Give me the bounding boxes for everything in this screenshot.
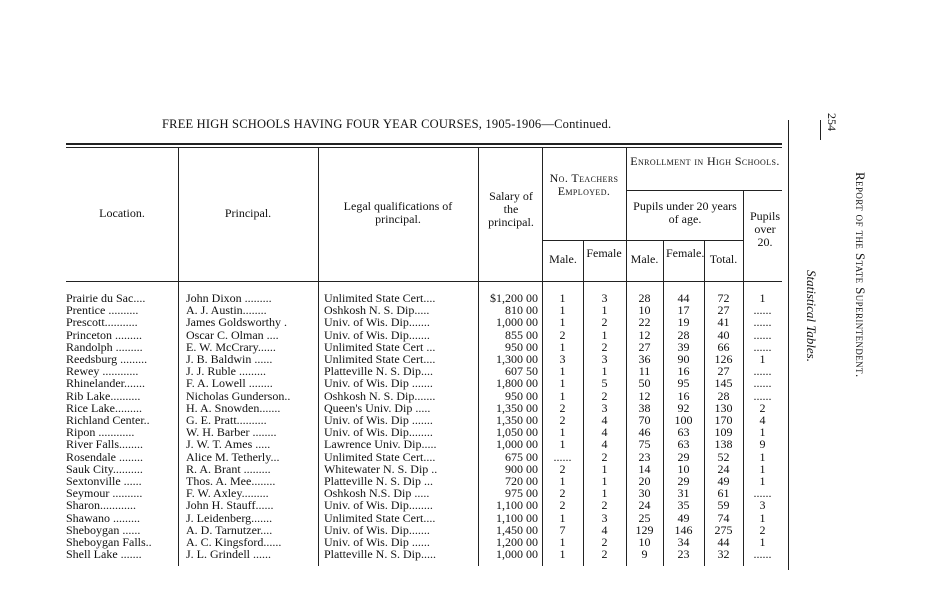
enrollment-sub-rule (626, 190, 782, 191)
header-over-20: Pupils over 20. (750, 209, 781, 249)
cell-enrollment-female: 29 (677, 449, 690, 464)
cell-over-20: 1 (759, 449, 766, 464)
cell-enrollment-male: 22 (638, 315, 651, 330)
cell-over-20: ...... (753, 388, 772, 403)
cell-over-20: ...... (753, 327, 772, 342)
cell-salary: 675 00 (505, 449, 538, 464)
cell-enrollment-male: 27 (638, 339, 651, 354)
cell-qualification: Unlimited State Cert.... (324, 291, 436, 305)
cell-location: Rhinelander....... (66, 376, 145, 391)
cell-enrollment-female: 63 (677, 425, 690, 440)
cell-location: Rib Lake.......... (66, 388, 141, 403)
cell-enrollment-female: 23 (677, 547, 690, 562)
page-edge-line (820, 120, 821, 140)
cell-location: Shawano ......... (66, 510, 140, 525)
header-teachers-female: Female (586, 246, 622, 260)
cell-qualification: Oshkosh N. S. Dip..... (324, 303, 430, 318)
cell-location: Rice Lake......... (66, 400, 142, 415)
cell-enrollment-male: 75 (638, 437, 651, 452)
cell-enrollment-female: 95 (677, 376, 690, 391)
cell-principal: James Goldsworthy . (186, 315, 287, 330)
cell-location: Sextonville ...... (66, 474, 142, 488)
cell-teachers-male: 1 (559, 388, 566, 403)
cell-teachers-female: 2 (601, 388, 608, 403)
cell-enrollment-female: 90 (677, 352, 690, 366)
cell-teachers-male: 1 (559, 510, 566, 525)
header-legal-qualifications: Legal qualifications of principal. (343, 199, 453, 226)
cell-teachers-male: 2 (559, 461, 566, 476)
cell-total: 130 (714, 400, 733, 415)
side-note: Statistical Tables. (804, 270, 819, 362)
cell-location: Rosendale ........ (66, 449, 143, 464)
cell-over-20: 1 (759, 291, 766, 305)
cell-over-20: 1 (759, 510, 766, 525)
cell-total: 145 (714, 376, 733, 391)
header-location: Location. (99, 206, 145, 220)
cell-total: 49 (717, 474, 730, 488)
header-enrollment-male: Male. (630, 252, 659, 266)
cell-enrollment-female: 17 (677, 303, 690, 318)
cell-teachers-female: 1 (601, 486, 608, 501)
cell-principal: A. J. Austin........ (186, 303, 267, 318)
cell-enrollment-female: 31 (677, 486, 690, 501)
cell-principal: W. H. Barber ........ (186, 425, 277, 440)
cell-enrollment-male: 70 (638, 413, 651, 427)
cell-qualification: Queen's Univ. Dip ..... (324, 400, 431, 415)
teachers-sub-rule (542, 240, 626, 241)
cell-principal: J. L. Grindell ...... (186, 547, 271, 562)
cell-qualification: Whitewater N. S. Dip .. (324, 461, 438, 476)
cell-qualification: Univ. of Wis. Dip........ (324, 498, 433, 513)
cell-location: River Falls........ (66, 437, 143, 452)
top-rule-thin (66, 147, 782, 148)
header-salary: Salary of the principal. (488, 189, 534, 229)
cell-salary: 810 00 (505, 303, 538, 318)
header-teachers-employed: No. Teachers Employed. (549, 171, 619, 198)
cell-principal: R. A. Brant ......... (186, 461, 271, 476)
cell-enrollment-female: 19 (677, 315, 690, 330)
cell-teachers-female: 1 (601, 461, 608, 476)
cell-teachers-female: 4 (601, 522, 608, 537)
cell-location: Reedsburg ......... (66, 352, 148, 366)
cell-salary: 855 00 (505, 327, 538, 342)
cell-total: 41 (717, 315, 730, 330)
cell-salary: 1,000 00 (496, 437, 538, 452)
cell-location: Shell Lake ....... (66, 547, 142, 562)
cell-location: Prairie du Sac.... (66, 291, 146, 305)
cell-qualification: Univ. of Wis. Dip ....... (324, 376, 433, 391)
cell-enrollment-male: 46 (638, 425, 651, 440)
cell-enrollment-male: 20 (638, 474, 651, 488)
cell-teachers-male: 1 (559, 437, 566, 452)
cell-qualification: Univ. of Wis. Dip....... (324, 327, 430, 342)
table-title: FREE HIGH SCHOOLS HAVING FOUR YEAR COURSES, 1905-1906—Continued. (162, 117, 612, 131)
header-bottom-rule (66, 281, 782, 282)
header-total: Total. (709, 252, 738, 266)
cell-total: 72 (717, 291, 730, 305)
cell-over-20: 2 (759, 522, 766, 537)
cell-teachers-female: 2 (601, 339, 608, 354)
cell-enrollment-male: 12 (638, 388, 651, 403)
cell-teachers-female: 2 (601, 547, 608, 562)
cell-salary: 1,000 00 (496, 547, 538, 562)
cell-enrollment-female: 92 (677, 400, 690, 415)
cell-over-20: 1 (759, 535, 766, 549)
cell-qualification: Univ. of Wis. Dip ....... (324, 413, 433, 427)
cell-total: 109 (714, 425, 733, 440)
cell-teachers-male: 1 (559, 376, 566, 391)
cell-teachers-male: 7 (559, 522, 566, 537)
cell-enrollment-male: 9 (641, 547, 648, 562)
cell-enrollment-male: 38 (638, 400, 651, 415)
cell-over-20: ...... (753, 303, 772, 318)
cell-principal: Nicholas Gunderson.. (186, 388, 291, 403)
cell-enrollment-female: 16 (677, 388, 690, 403)
cell-qualification: Platteville N. S. Dip.... (324, 364, 433, 379)
cell-salary: 1,350 00 (496, 413, 538, 427)
cell-over-20: ...... (753, 339, 772, 354)
cell-total: 170 (714, 413, 733, 427)
cell-qualification: Lawrence Univ. Dip..... (324, 437, 437, 452)
cell-enrollment-female: 34 (677, 535, 690, 549)
cell-principal: F. W. Axley......... (186, 486, 269, 501)
cell-enrollment-female: 39 (677, 339, 690, 354)
cell-over-20: ...... (753, 315, 772, 330)
cell-qualification: Univ. of Wis. Dip....... (324, 315, 430, 330)
cell-salary: 950 00 (505, 388, 538, 403)
cell-enrollment-male: 28 (638, 291, 651, 305)
cell-salary: 1,000 00 (496, 315, 538, 330)
cell-teachers-female: 3 (601, 352, 608, 366)
header-enrollment: Enrollment in High Schools. (630, 154, 780, 168)
cell-over-20: ...... (753, 547, 772, 562)
cell-qualification: Univ. of Wis. Dip....... (324, 522, 430, 537)
cell-principal: E. W. McCrary...... (186, 339, 276, 354)
cell-enrollment-male: 50 (638, 376, 651, 391)
header-teachers-male: Male. (549, 252, 577, 266)
cell-salary: 720 00 (505, 474, 538, 488)
cell-teachers-female: 4 (601, 413, 608, 427)
cell-principal: Oscar C. Olman .... (186, 327, 279, 342)
header-principal: Principal. (224, 206, 272, 220)
cell-total: 59 (717, 498, 730, 513)
cell-principal: Thos. A. Mee........ (186, 474, 276, 488)
cell-qualification: Unlimited State Cert.... (324, 449, 436, 464)
cell-total: 27 (717, 303, 730, 318)
cell-total: 74 (717, 510, 730, 525)
cell-over-20: 4 (759, 413, 766, 427)
cell-teachers-female: 1 (601, 327, 608, 342)
cell-teachers-female: 2 (601, 315, 608, 330)
header-enrollment-female: Female. (666, 246, 705, 260)
cell-total: 27 (717, 364, 730, 379)
cell-qualification: Platteville N. S. Dip ... (324, 474, 433, 488)
cell-teachers-male: 1 (559, 547, 566, 562)
cell-enrollment-male: 30 (638, 486, 651, 501)
cell-enrollment-female: 16 (677, 364, 690, 379)
cell-enrollment-female: 100 (674, 413, 693, 427)
cell-total: 32 (717, 547, 730, 562)
running-head: Report of the State Superintendent. (853, 172, 868, 378)
cell-teachers-male: 1 (559, 535, 566, 549)
cell-enrollment-female: 28 (677, 327, 690, 342)
cell-principal: G. E. Pratt.......... (186, 413, 267, 427)
cell-total: 24 (717, 461, 730, 476)
cell-principal: J. Leidenberg....... (186, 510, 273, 525)
cell-salary: 1,800 00 (496, 376, 538, 391)
header-under-20: Pupils under 20 years of age. (633, 199, 737, 226)
cell-total: 275 (714, 522, 733, 537)
cell-teachers-female: 3 (601, 291, 608, 305)
cell-salary: 607 50 (505, 364, 538, 379)
cell-teachers-female: 2 (601, 535, 608, 549)
cell-qualification: Platteville N. S. Dip..... (324, 547, 436, 562)
cell-salary: 1,300 00 (496, 352, 538, 366)
cell-principal: John Dixon ......... (186, 291, 272, 305)
cell-salary: 1,050 00 (496, 425, 538, 440)
cell-salary: 1,100 00 (496, 510, 538, 525)
cell-enrollment-male: 10 (638, 535, 651, 549)
cell-salary: 1,350 00 (496, 400, 538, 415)
cell-principal: John H. Stauff...... (186, 498, 274, 513)
cell-teachers-male: ...... (553, 449, 572, 464)
cell-enrollment-male: 14 (638, 461, 651, 476)
cell-principal: F. A. Lowell ........ (186, 376, 273, 391)
cell-teachers-male: 2 (559, 498, 566, 513)
cell-total: 52 (717, 449, 730, 464)
cell-enrollment-female: 44 (677, 291, 690, 305)
cell-qualification: Univ. of Wis. Dip ...... (324, 535, 430, 549)
cell-total: 61 (717, 486, 730, 501)
cell-teachers-female: 1 (601, 303, 608, 318)
cell-enrollment-male: 10 (638, 303, 651, 318)
cell-salary: 1,200 00 (496, 535, 538, 549)
cell-teachers-male: 2 (559, 413, 566, 427)
cell-location: Richland Center.. (66, 413, 150, 427)
cell-location: Rewey ............ (66, 364, 139, 379)
cell-teachers-female: 4 (601, 425, 608, 440)
col-divider (318, 148, 319, 566)
cell-salary: 1,450 00 (496, 522, 538, 537)
cell-total: 138 (714, 437, 733, 452)
cell-enrollment-male: 24 (638, 498, 651, 513)
cell-principal: J. J. Ruble ......... (186, 364, 267, 379)
cell-qualification: Unlimited State Cert.... (324, 510, 436, 525)
cell-total: 44 (717, 535, 730, 549)
cell-over-20: ...... (753, 376, 772, 391)
cell-teachers-male: 1 (559, 315, 566, 330)
cell-enrollment-female: 29 (677, 474, 690, 488)
page-edge-line (788, 120, 789, 570)
cell-over-20: 9 (759, 437, 766, 452)
cell-qualification: Oshkosh N.S. Dip ..... (324, 486, 430, 501)
cell-location: Princeton ......... (66, 327, 142, 342)
cell-teachers-male: 1 (559, 425, 566, 440)
cell-location: Ripon ............ (66, 425, 135, 440)
cell-enrollment-female: 10 (677, 461, 690, 476)
cell-location: Prentice .......... (66, 303, 139, 318)
cell-principal: J. B. Baldwin ...... (186, 352, 273, 366)
cell-teachers-male: 2 (559, 327, 566, 342)
cell-principal: A. C. Kingsford...... (186, 535, 282, 549)
cell-teachers-female: 3 (601, 400, 608, 415)
cell-teachers-female: 4 (601, 437, 608, 452)
cell-location: Seymour .......... (66, 486, 143, 501)
cell-teachers-female: 1 (601, 364, 608, 379)
cell-location: Prescott........... (66, 315, 138, 330)
cell-location: Sheboygan ...... (66, 522, 141, 537)
cell-over-20: 3 (759, 498, 766, 513)
cell-teachers-male: 1 (559, 291, 566, 305)
cell-salary: 975 00 (505, 486, 538, 501)
cell-teachers-male: 2 (559, 486, 566, 501)
cell-principal: J. W. T. Ames ..... (186, 437, 271, 452)
cell-teachers-male: 1 (559, 474, 566, 488)
cell-enrollment-female: 146 (674, 522, 693, 537)
cell-teachers-female: 5 (601, 376, 608, 391)
cell-total: 126 (714, 352, 733, 366)
cell-salary: 1,100 00 (496, 498, 538, 513)
cell-enrollment-female: 35 (677, 498, 690, 513)
cell-salary: 950 00 (505, 339, 538, 354)
cell-teachers-male: 1 (559, 339, 566, 354)
cell-over-20: 2 (759, 400, 766, 415)
cell-enrollment-male: 129 (635, 522, 654, 537)
cell-over-20: 1 (759, 352, 766, 366)
cell-enrollment-male: 36 (638, 352, 651, 366)
cell-enrollment-male: 25 (638, 510, 651, 525)
cell-location: Randolph ......... (66, 339, 143, 354)
cell-qualification: Unlimited State Cert.... (324, 352, 436, 366)
cell-location: Sauk City.......... (66, 461, 143, 476)
page-number: 254 (825, 113, 839, 131)
cell-principal: A. D. Tarnutzer.... (186, 522, 273, 537)
cell-total: 66 (717, 339, 730, 354)
cell-salary: 900 00 (505, 461, 538, 476)
cell-teachers-male: 1 (559, 364, 566, 379)
cell-teachers-female: 2 (601, 498, 608, 513)
cell-teachers-female: 1 (601, 474, 608, 488)
under20-sub-rule (626, 240, 743, 241)
cell-teachers-female: 2 (601, 449, 608, 464)
cell-principal: Alice M. Tetherly... (186, 449, 280, 464)
cell-enrollment-female: 63 (677, 437, 690, 452)
cell-teachers-male: 2 (559, 400, 566, 415)
cell-principal: H. A. Snowden....... (186, 400, 281, 415)
cell-over-20: ...... (753, 486, 772, 501)
cell-location: Sheboygan Falls.. (66, 535, 152, 549)
cell-enrollment-male: 12 (638, 327, 651, 342)
cell-enrollment-male: 11 (638, 364, 651, 379)
cell-enrollment-male: 23 (638, 449, 651, 464)
cell-enrollment-female: 49 (677, 510, 690, 525)
cell-total: 40 (717, 327, 730, 342)
cell-location: Sharon............ (66, 498, 136, 513)
cell-qualification: Univ. of Wis. Dip........ (324, 425, 433, 440)
cell-over-20: 1 (759, 425, 766, 440)
cell-total: 28 (717, 388, 730, 403)
cell-over-20: 1 (759, 474, 766, 488)
cell-teachers-male: 3 (559, 352, 566, 366)
cell-over-20: 1 (759, 461, 766, 476)
cell-teachers-male: 1 (559, 303, 566, 318)
cell-qualification: Oshkosh N. S. Dip....... (324, 388, 436, 403)
top-rule (66, 143, 782, 145)
cell-teachers-female: 3 (601, 510, 608, 525)
cell-qualification: Unlimited State Cert ... (324, 339, 436, 354)
cell-over-20: ...... (753, 364, 772, 379)
cell-salary: $1,200 00 (490, 291, 538, 305)
